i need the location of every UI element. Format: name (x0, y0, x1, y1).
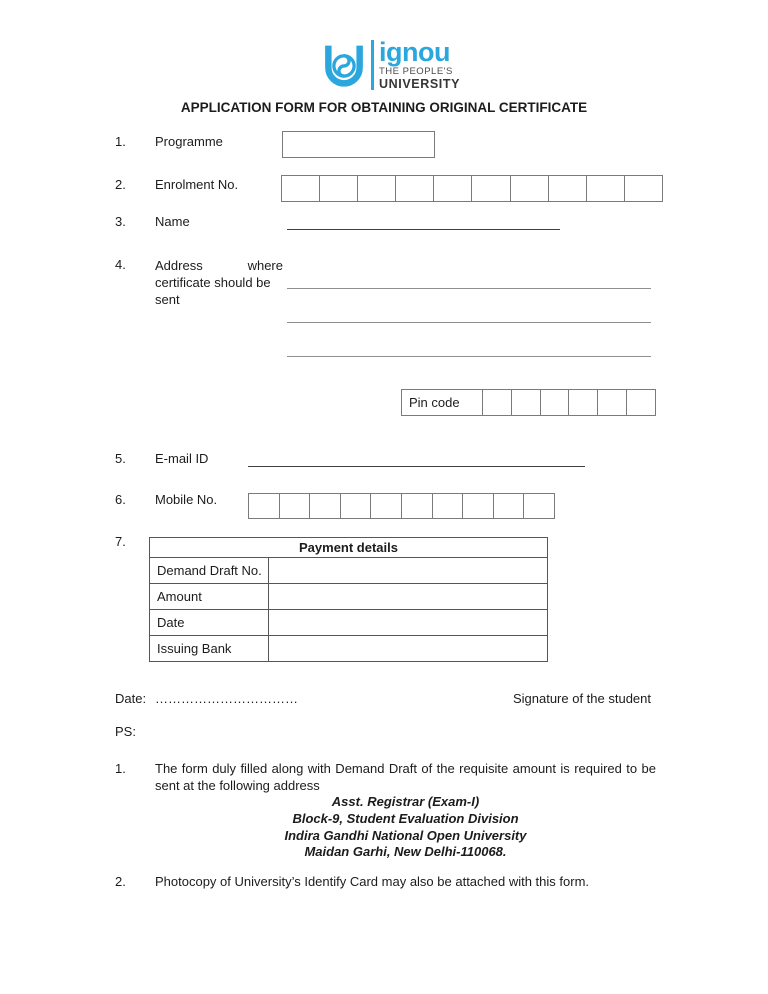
char-cell[interactable] (433, 176, 471, 201)
char-cell[interactable] (309, 494, 340, 518)
char-cell[interactable] (510, 176, 548, 201)
char-cell[interactable] (540, 390, 569, 415)
payment-row-label-amount: Amount (150, 584, 269, 609)
char-cell[interactable] (401, 494, 432, 518)
payment-row-value-amount[interactable] (269, 584, 547, 609)
tagline-line2: UNIVERSITY (379, 77, 461, 91)
mailing-address-line3: Indira Gandhi National Open University (284, 827, 527, 843)
field-number-payment: 7. (115, 534, 126, 549)
char-cell[interactable] (462, 494, 493, 518)
date-dots-line[interactable]: …………………………… (155, 691, 298, 706)
tagline-line1: THE PEOPLE'S (379, 66, 453, 77)
enrolment-grid (281, 175, 663, 202)
char-cell[interactable] (624, 176, 662, 201)
char-cell[interactable] (395, 176, 433, 201)
signature-label: Signature of the student (512, 691, 651, 706)
char-cell[interactable] (279, 494, 310, 518)
char-cell[interactable] (483, 390, 511, 415)
note1-number: 1. (115, 761, 126, 776)
mailing-address-line2: Block-9, Student Evaluation Division (292, 810, 519, 826)
char-cell[interactable] (511, 390, 540, 415)
programme-input-box[interactable] (282, 131, 435, 158)
char-cell[interactable] (357, 176, 395, 201)
char-cell[interactable] (597, 390, 626, 415)
field-label-name: Name (155, 214, 190, 229)
field-number-address: 4. (115, 257, 126, 272)
field-number-mobile: 6. (115, 492, 126, 507)
brand-name: ignou (379, 37, 450, 67)
table-row (150, 558, 547, 584)
note1-text: The form duly filled along with Demand Draft of the requisite amount is required to be sent at the following address (155, 761, 656, 793)
address-label-line2: certificate should be (155, 275, 271, 290)
mailing-address-line4: Maidan Garhi, New Delhi-110068. (304, 844, 507, 860)
address-input-line-3[interactable] (287, 340, 651, 357)
table-row (150, 636, 547, 661)
field-label-address (155, 257, 283, 308)
note2-number: 2. (115, 874, 126, 889)
char-cell[interactable] (370, 494, 401, 518)
page-title: APPLICATION FORM FOR OBTAINING ORIGINAL CERTIFICATE (180, 100, 588, 115)
address-label-word2: where (247, 258, 283, 273)
field-label-mobile: Mobile No. (155, 492, 218, 507)
mailing-address-block (155, 794, 656, 861)
payment-row-label-issuing-bank: Issuing Bank (150, 636, 269, 661)
payment-row-value-dd-no[interactable] (269, 558, 547, 583)
date-label: Date: (115, 691, 147, 706)
ignou-emblem-icon (321, 40, 367, 90)
address-label-line1 (155, 257, 283, 274)
char-cell[interactable] (493, 494, 524, 518)
ignou-logo (321, 37, 461, 91)
char-cell[interactable] (282, 176, 319, 201)
payment-row-value-date[interactable] (269, 610, 547, 635)
address-label-line3: sent (155, 292, 180, 307)
pincode-grid (483, 390, 655, 415)
char-cell[interactable] (432, 494, 463, 518)
pincode-box (401, 389, 656, 416)
ps-label: PS: (115, 724, 136, 739)
address-input-line-2[interactable] (287, 306, 651, 323)
field-number-email: 5. (115, 451, 126, 466)
char-cell[interactable] (471, 176, 509, 201)
address-input-line-1[interactable] (287, 272, 651, 289)
char-cell[interactable] (249, 494, 279, 518)
mobile-grid (248, 493, 555, 519)
logo-text (379, 37, 461, 91)
field-number-name: 3. (115, 214, 126, 229)
field-label-enrolment: Enrolment No. (155, 177, 239, 192)
char-cell[interactable] (340, 494, 371, 518)
pincode-label: Pin code (402, 390, 483, 415)
field-number-enrolment: 2. (115, 177, 126, 192)
table-row (150, 584, 547, 610)
payment-row-label-date: Date (150, 610, 269, 635)
field-number-programme: 1. (115, 134, 126, 149)
payment-row-label-dd-no: Demand Draft No. (150, 558, 269, 583)
char-cell[interactable] (626, 390, 655, 415)
payment-table (149, 537, 548, 662)
payment-table-header: Payment details (150, 538, 547, 558)
address-label-word1: Address (155, 258, 203, 273)
char-cell[interactable] (568, 390, 597, 415)
field-label-email: E-mail ID (155, 451, 209, 466)
logo-divider (371, 40, 374, 90)
name-input-line[interactable] (287, 213, 560, 230)
field-label-programme: Programme (155, 134, 223, 149)
payment-row-value-issuing-bank[interactable] (269, 636, 547, 661)
char-cell[interactable] (523, 494, 554, 518)
char-cell[interactable] (586, 176, 624, 201)
email-input-line[interactable] (248, 450, 585, 467)
char-cell[interactable] (548, 176, 586, 201)
char-cell[interactable] (319, 176, 357, 201)
note2-text: Photocopy of University’s Identify Card may also be attached with this form. (155, 874, 590, 889)
table-row (150, 610, 547, 636)
mailing-address-line1: Asst. Registrar (Exam-I) (331, 794, 480, 809)
